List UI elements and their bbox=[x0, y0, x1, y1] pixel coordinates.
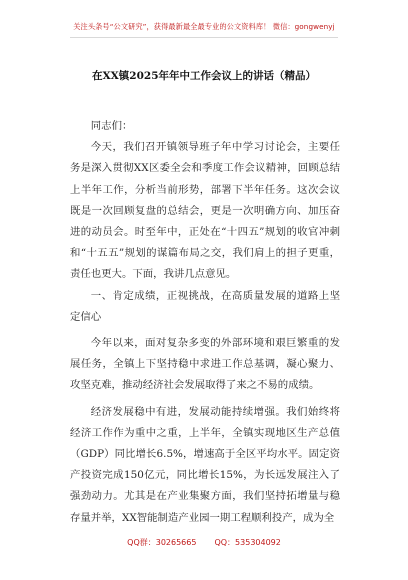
qq-contact-text: QQ：535304092 bbox=[214, 538, 281, 547]
paragraph-overview: 今年以来，面对复杂多变的外部环境和艰巨繁重的发展任务，全镇上下坚持稳中求进工作总基调，凝心聚力、攻坚克难，推动经济社会发展取得了来之不易的成绩。 bbox=[70, 337, 340, 392]
qq-group-text: QQ群：30265665 bbox=[127, 538, 197, 547]
contact-footer bbox=[0, 537, 408, 548]
section-heading: 一、肯定成绩，正视挑战，在高质量发展的道路上坚定信心 bbox=[70, 289, 340, 323]
salutation: 同志们： bbox=[90, 120, 133, 132]
paragraph-intro: 今天，我们召开镇领导班子年中学习讨论会，主要任务是深入贯彻XX区委全会和季度工作会议精神，回顾总结上半年工作，分析当前形势，部署下半年任务。这次会议既是一次回顾复盘的总结会，更是一次明确方向、加压奋进的动员会。时至年中，正处在“十四五”规划的收官冲刺和“十五五”规划的谋篇布局之交，我们肩上的担子更重，责任也更大。下面，我讲几点意见。 bbox=[70, 141, 340, 281]
promo-header: 关注头条号“公文研究”，获得最新最全最专业的公文资料库！ 微信：gongwenyj bbox=[73, 22, 335, 31]
document-title: 在XX镇2025年年中工作会议上的讲话（精品） bbox=[91, 70, 317, 82]
document-body bbox=[70, 116, 340, 529]
header-divider bbox=[70, 37, 338, 38]
paragraph-economy: 经济发展稳中有进，发展动能持续增强。我们始终将经济工作作为重中之重，上半年，全镇实现地区生产总值（GDP）同比增长6.5%，增速高于全区平均水平。固定资产投资完成150亿元，同比增长15%，为长远发展注入了强劲动力。尤其是在产业集聚方面，我们坚持拓增量与稳存量并举，XX智能制造产业园一期工程顺利投产，成为全 bbox=[70, 405, 340, 524]
